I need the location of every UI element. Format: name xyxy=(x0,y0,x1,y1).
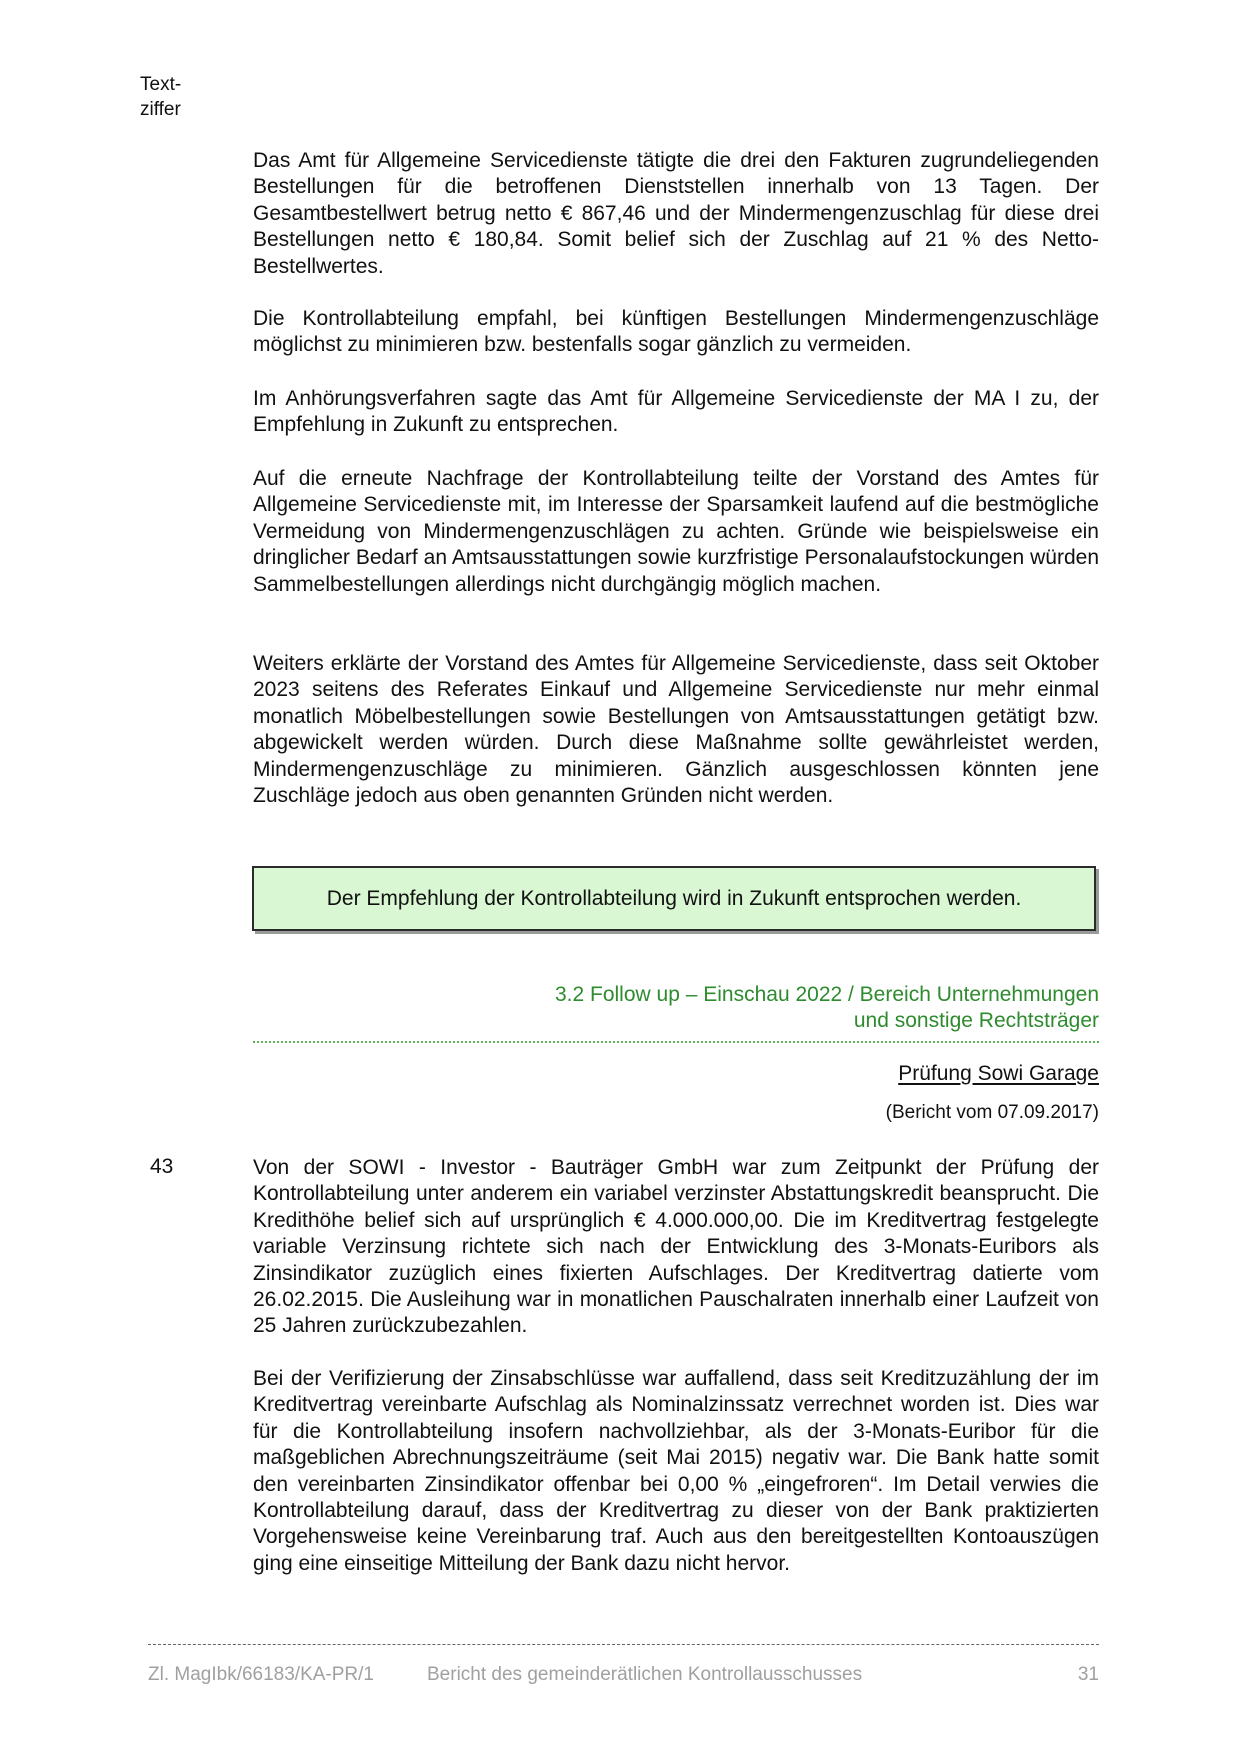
paragraph-followup-inquiry: Auf die erneute Nachfrage der Kontrollabteilung teilte der Vorstand des Amtes für Allgemeine Servicedienste mit, im Interesse der Sparsamkeit laufend auf die bestmögliche Vermeidung von Mindermengenzuschlägen zu achten. Gründe wie beispielsweise ein dringlicher Bedarf an Amtsausstattungen sowie kurzfristige Personalaufstockungen würden Sammelbestellungen allerdings nicht durchgängig möglich machen. xyxy=(253,467,1099,596)
section-heading-line1: 3.2 Follow up – Einschau 2022 / Bereich Unternehmungen xyxy=(554,983,1099,1006)
footer-title: Bericht des gemeinderätlichen Kontrollausschusses xyxy=(427,1664,863,1685)
paragraph-hearing: Im Anhörungsverfahren sagte das Amt für Allgemeine Servicedienste der MA I zu, der Empfehlung in Zukunft zu entsprechen. xyxy=(253,387,1099,437)
paragraph-order-details: Das Amt für Allgemeine Servicedienste tätigte die drei den Fakturen zugrundeliegenden Bestellungen für die betroffenen Dienststellen innerhalb von 13 Tagen. Der Gesamtbestellwert betrug netto € 867,46 und der Mindermengenzuschlag für diese drei Bestellungen netto € 180,84. Somit belief sich der Zuschlag auf 21 % des NettoBestellwertes. xyxy=(253,149,1099,278)
section-heading xyxy=(555,982,1099,1034)
footer-reference: Zl. MagIbk/66183/KA-PR/1 xyxy=(148,1664,374,1685)
page-number: 31 xyxy=(1077,1664,1099,1685)
recommendation-box xyxy=(252,866,1096,931)
footer-divider xyxy=(148,1644,1099,1645)
section-heading-line2: und sonstige Rechtsträger xyxy=(853,1009,1099,1032)
textziffer-number: 43 xyxy=(150,1155,174,1178)
paragraph-board-statement: Weiters erklärte der Vorstand des Amtes für Allgemeine Servicedienste, dass seit Oktober 2023 seitens des Referates Einkauf und Allgemeine Servicedienste nur mehr einmal monatlich Möbelbestellungen sowie Bestellungen von Amtsausstattungen getätigt bzw. abgewickelt werden würden. Durch diese Maßnahme sollte gewährleistet werden, Mindermengenzuschläge zu minimieren. Gänzlich ausgeschlossen könnten jene Zuschläge jedoch aus oben genannten Gründen nicht werden. xyxy=(253,652,1099,808)
report-date: (Bericht vom 07.09.2017) xyxy=(885,1102,1099,1123)
paragraph-recommendation: Die Kontrollabteilung empfahl, bei künftigen Bestellungen Mindermengenzuschläge möglichst zu minimieren bzw. bestenfalls sogar gänzlich zu vermeiden. xyxy=(253,307,1099,357)
page-footer xyxy=(148,1664,1099,1686)
section-divider xyxy=(253,1041,1099,1043)
subheading-audit: Prüfung Sowi Garage xyxy=(898,1062,1099,1085)
paragraph-interest-verification: Bei der Verifizierung der Zinsabschlüsse war auffallend, dass seit Kreditzuzählung der im Kreditvertrag vereinbarte Aufschlag als Nominalzinssatz verrechnet worden ist. Dies war für die Kontrollabteilung insofern nachvollziehbar, als der 3-Monats-Euribor für die maßgeblichen Abrechnungszeiträume (seit Mai 2015) negativ war. Die Bank hatte somit den vereinbarten Zinsindikator offenbar bei 0,00 % „eingefroren“. Im Detail verwies die Kontrollabteilung darauf, dass der Kreditvertrag zu dieser von der Bank praktizierten Vorgehensweise keine Vereinbarung traf. Auch aus den bereitgestellten Kontoauszügen ging eine einseitige Mitteilung der Bank dazu nicht hervor. xyxy=(253,1367,1099,1575)
recommendation-text: Der Empfehlung der Kontrollabteilung wird in Zukunft entsprochen werden. xyxy=(326,886,1022,910)
textziffer-label: Text- ziffer xyxy=(140,74,182,120)
paragraph-loan-details: Von der SOWI - Investor - Bauträger GmbH war zum Zeitpunkt der Prüfung der Kontrollabteilung unter anderem ein variabel verzinster Abstattungskredit beansprucht. Die Kredithöhe belief sich auf ursprünglich € 4.000.000,00. Die im Kreditvertrag festgelegte variable Verzinsung richtete sich nach der Entwicklung des 3-Monats-Euribors als Zinsindikator zuzüglich eines fixierten Aufschlages. Der Kreditvertrag datierte vom 26.02.2015. Die Ausleihung war in monatlichen Pauschalraten innerhalb einer Laufzeit von 25 Jahren zurückzubezahlen. xyxy=(253,1156,1099,1338)
